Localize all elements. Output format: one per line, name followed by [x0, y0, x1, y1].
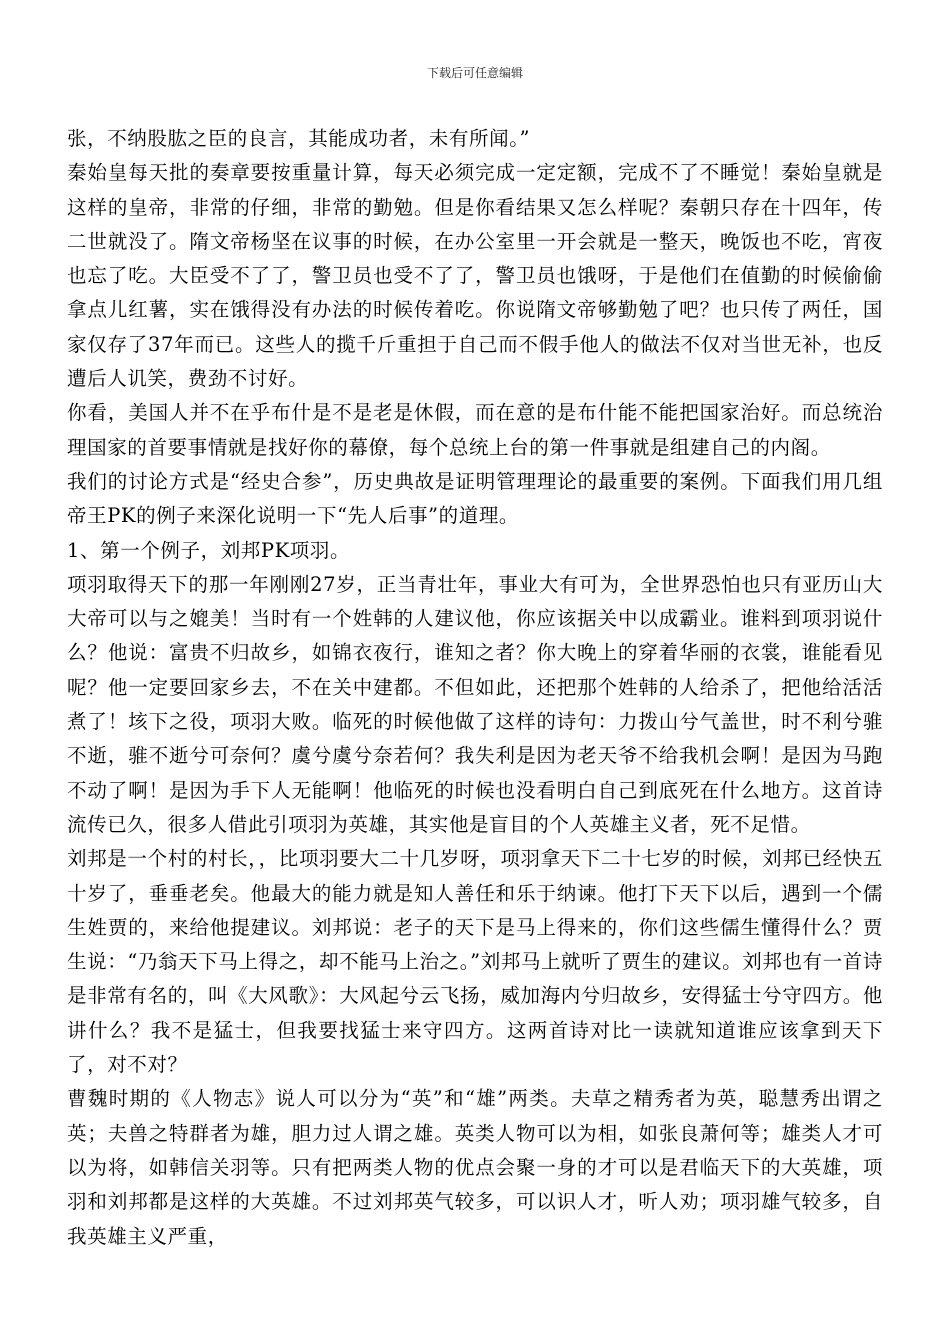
page-header: 下载后可任意编辑	[426, 66, 523, 80]
paragraph-6: 项羽取得天下的那一年刚刚27岁，正当青壮年，事业大有可为，全世界恐怕也只有亚历山大大帝可以与之媲美！当时有一个姓韩的人建议他，你应该据关中以成霸业。谁料到项羽说什么？他说：富贵不归故乡，如锦衣夜行，谁知之者？你大晚上的穿着华丽的衣裳，谁能看见呢？他一定要回家乡去，不在关中建都。不但如此，还把那个姓韩的人给杀了，把他给活活煮了！垓下之役，项羽大败。临死的时候他做了这样的诗句：力拨山兮气盖世，时不利兮骓不逝，骓不逝兮可奈何？虞兮虞兮奈若何？我失利是因为老天爷不给我机会啊！是因为马跑不动了啊！是因为手下人无能啊！他临死的时候也没看明白自己到底死在什么地方。这首诗流传已久，很多人借此引项羽为英雄，其实他是盲目的个人英雄主义者，死不足惜。	[67, 572, 883, 836]
paragraph-1: 张，不纳股肱之臣的良言，其能成功者，未有所闻。”	[67, 127, 531, 150]
paragraph-3: 你看，美国人并不在乎布什是不是老是休假，而在意的是布什能不能把国家治好。而总统治理国家的首要事情就是找好你的幕僚，每个总统上台的第一件事就是组建自己的内阁。	[67, 401, 883, 459]
paragraph-5: 1、第一个例子，刘邦PK项羽。	[67, 538, 351, 562]
paragraph-2: 秦始皇每天批的奏章要按重量计算，每天必须完成一定定额，完成不了不睡觉！秦始皇就是这样的皇帝，非常的仔细，非常的勤勉。但是你看结果又怎么样呢？秦朝只存在十四年，传二世就没了。隋文帝杨坚在议事的时候，在办公室里一开会就是一整天，晚饭也不吃，宵夜也忘了吃。大臣受不了了，警卫员也受不了了，警卫员也饿呀，于是他们在值勤的时候偷偷拿点儿红薯，实在饿得没有办法的时候传着吃。你说隋文帝够勤勉了吧？也只传了两任，国家仅存了37年而已。这些人的揽千斤重担于自己而不假手他人的做法不仅对当世无补，也反遭后人讥笑，费劲不讨好。	[67, 161, 883, 391]
paragraph-7: 刘邦是一个村的村长，，比项羽要大二十几岁呀，项羽拿天下二十七岁的时候，刘邦已经快五十岁了，垂垂老矣。他最大的能力就是知人善任和乐于纳谏。他打下天下以后，遇到一个儒生姓贾的，来给他提建议。刘邦说：老子的天下是马上得来的，你们这些儒生懂得什么？贾生说：“乃翁天下马上得之，却不能马上治之。”刘邦马上就听了贾生的建议。刘邦也有一首诗是非常有名的，叫《大风歌》：大风起兮云飞扬，威加海内兮归故乡，安得猛士兮守四方。他讲什么？我不是猛士，但我要找猛士来守四方。这两首诗对比一读就知道谁应该拿到天下了，对不对？	[67, 847, 883, 1077]
paragraph-4: 我们的讨论方式是“经史合参”，历史典故是证明管理理论的最重要的案例。下面我们用几组帝王PK的例子来深化说明一下“先人后事”的道理。	[67, 469, 883, 528]
paragraph-8: 曹魏时期的《人物志》说人可以分为“英”和“雄”两类。夫草之精秀者为英，聪慧秀出谓之英；夫兽之特群者为雄，胆力过人谓之雄。英类人物可以为相，如张良萧何等；雄类人才可以为将，如韩信关羽等。只有把两类人物的优点会聚一身的才可以是君临天下的大英雄，项羽和刘邦都是这样的大英雄。不过刘邦英气较多，可以识人才，听人劝；项羽雄气较多，自我英雄主义严重，	[67, 1087, 883, 1248]
document-body	[67, 122, 883, 1254]
